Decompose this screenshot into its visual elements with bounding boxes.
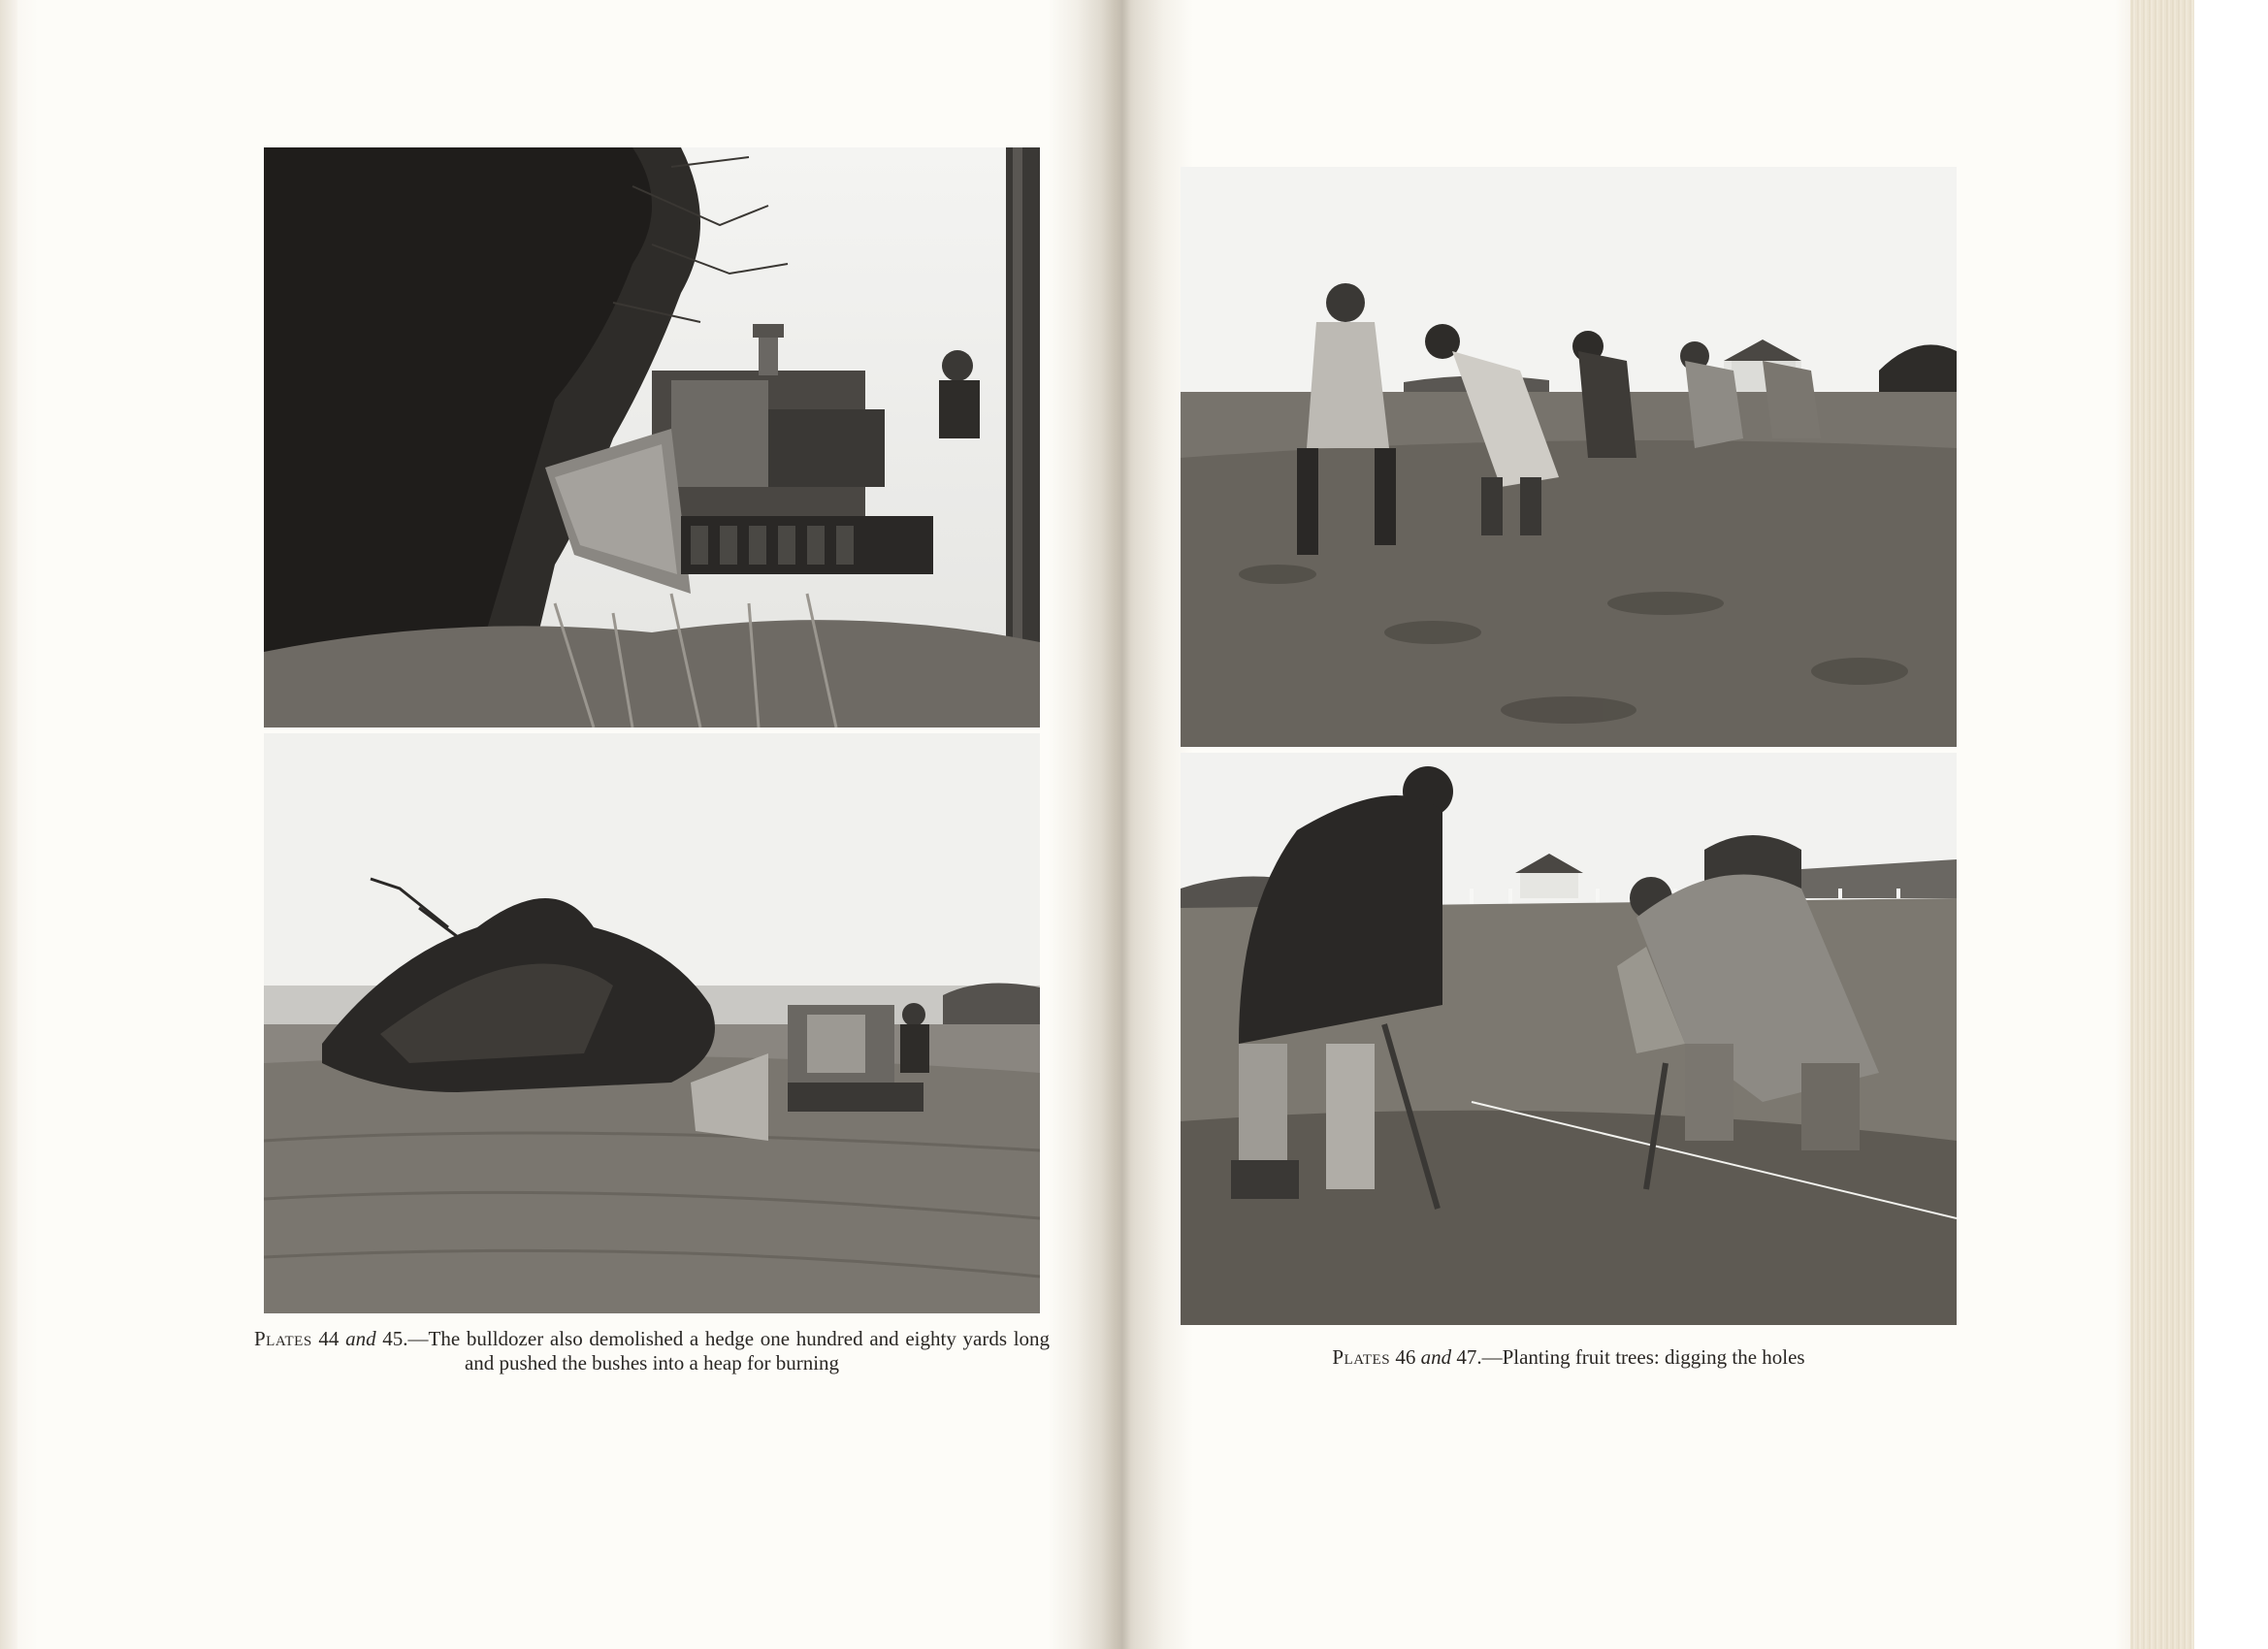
- plate-44-photo-bulldozer-hedge: [264, 147, 1040, 728]
- caption-text: .—Planting fruit trees: digging the holes: [1476, 1345, 1805, 1369]
- caption-plates-46-47: [1181, 1345, 1957, 1370]
- caption-first-number: 44: [318, 1327, 340, 1350]
- right-page-edges: [2130, 0, 2194, 1649]
- left-page-edge: [0, 0, 17, 1649]
- caption-and-word: and: [1420, 1345, 1452, 1369]
- caption-text-line1: .—The bulldozer also demolished a hedge one hundred: [403, 1327, 863, 1350]
- caption-plates-label: Plates: [254, 1327, 312, 1350]
- caption-first-number: 46: [1395, 1345, 1416, 1369]
- caption-second-number: 47: [1456, 1345, 1477, 1369]
- plate-46-photo-digging-group: [1181, 167, 1957, 747]
- caption-and-word: and: [345, 1327, 376, 1350]
- book-spine: [1077, 0, 1164, 1649]
- caption-second-number: 45: [382, 1327, 404, 1350]
- plate-45-photo-bush-heap: [264, 733, 1040, 1313]
- caption-text-line2: and eighty yards long and pushed the bushes into a heap for burning: [464, 1327, 1051, 1374]
- caption-plates-label: Plates: [1332, 1345, 1391, 1369]
- plate-47-photo-two-diggers: [1181, 753, 1957, 1325]
- caption-plates-44-45: [254, 1327, 1050, 1375]
